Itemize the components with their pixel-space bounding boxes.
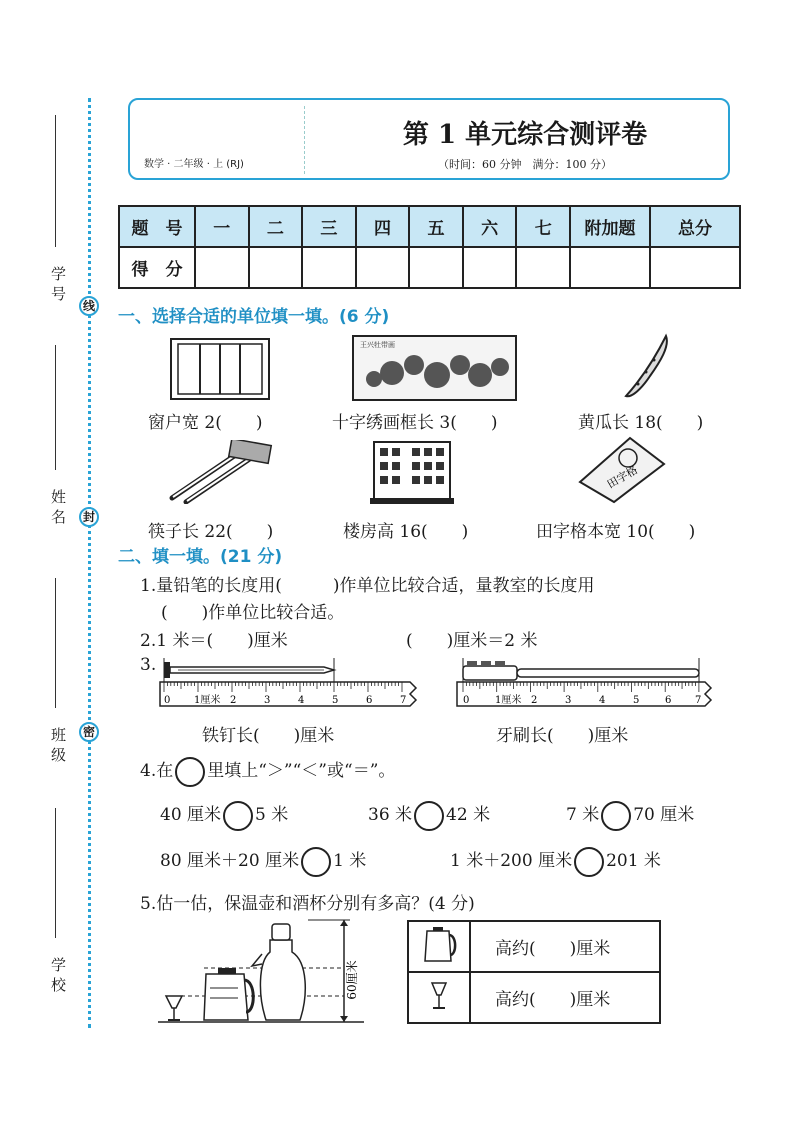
notebook-image <box>576 434 666 504</box>
ruler-label: 3 <box>264 695 271 706</box>
section1-heading: 一、选择合适的单位填一填。(6 分) <box>118 307 390 327</box>
ruler-label: 4 <box>298 695 305 706</box>
item-window: 窗户宽 2( ) <box>148 413 263 433</box>
q3-nail-answer: 铁钉长( )厘米 <box>202 726 335 746</box>
notebook-label: 田字格 <box>604 463 640 492</box>
field-school[interactable]: 学 校 <box>44 808 66 1004</box>
ruler-label: 0 <box>463 695 470 706</box>
q1-line1: 1.量铅笔的长度用( )作单位比较合适，量教室的长度用 <box>140 576 595 596</box>
binding-dotted-line <box>88 98 91 1028</box>
score-table-header-row <box>119 206 740 247</box>
score-header-cell: 五 <box>409 206 463 247</box>
nail-ruler-figure <box>158 656 420 714</box>
compare-circle-icon <box>175 757 205 787</box>
compare-left: 80 厘米＋20 厘米 <box>160 851 300 871</box>
toothbrush-ruler-figure <box>455 656 715 714</box>
ruler-label: 5 <box>633 695 640 706</box>
score-header-cell: 附加题 <box>570 206 650 247</box>
header-box <box>128 98 730 180</box>
ruler-label: 6 <box>665 695 672 706</box>
compare-right: 1 米 <box>333 851 367 871</box>
wine-glass-icon <box>408 972 470 1023</box>
building-image <box>368 436 456 506</box>
score-table <box>118 205 741 289</box>
ruler-label: 4 <box>599 695 606 706</box>
compare-left: 7 米 <box>566 805 600 825</box>
ruler-label: 1厘米 <box>495 695 522 706</box>
q3-number: 3. <box>140 655 157 675</box>
ruler-label: 7 <box>695 695 702 706</box>
compare-left: 1 米＋200 厘米 <box>450 851 573 871</box>
compare-item <box>566 800 694 831</box>
section2-heading: 二、填一填。(21 分) <box>118 547 283 567</box>
exam-meta: （时间：60 分钟 满分：100 分） <box>438 158 612 171</box>
chopsticks-image <box>168 440 274 504</box>
score-cell[interactable] <box>650 247 740 288</box>
page-title: 第 1 单元综合测评卷 <box>402 120 648 150</box>
item-chopsticks: 筷子长 22( ) <box>148 522 274 542</box>
score-cell[interactable] <box>302 247 356 288</box>
answer-circle[interactable] <box>301 847 331 877</box>
embroidery-image <box>352 335 517 401</box>
compare-item <box>368 800 490 831</box>
score-table-score-row <box>119 247 740 288</box>
score-header-cell: 总分 <box>650 206 740 247</box>
field-class[interactable]: 班 级 <box>44 578 66 774</box>
item-embroidery: 十字绣画框长 3( ) <box>332 413 498 433</box>
glass-estimate[interactable]: 高约( )厘米 <box>470 972 660 1023</box>
q2-left: 2.1 米＝( )厘米 <box>140 631 288 651</box>
subject-label: 数学 · 二年级 · 上 (RJ) <box>144 159 244 170</box>
kettle-estimate[interactable]: 高约( )厘米 <box>470 921 660 972</box>
q2-right: ( )厘米＝2 米 <box>406 631 538 651</box>
ruler-label: 7 <box>400 695 407 706</box>
compare-right: 70 厘米 <box>633 805 695 825</box>
score-cell[interactable] <box>409 247 463 288</box>
compare-right: 201 米 <box>606 851 661 871</box>
compare-item <box>160 846 366 877</box>
score-cell[interactable] <box>249 247 303 288</box>
q4-post: 里填上“＞”“＜”或“＝”。 <box>207 761 396 781</box>
field-name[interactable]: 姓 名 <box>44 345 66 536</box>
compare-item <box>160 800 288 831</box>
ruler-label: 0 <box>164 695 171 706</box>
header-divider <box>304 106 305 174</box>
item-building: 楼房高 16( ) <box>343 522 469 542</box>
kettle-figure <box>158 916 368 1026</box>
answer-circle[interactable] <box>414 801 444 831</box>
compare-left: 36 米 <box>368 805 413 825</box>
field-student-number[interactable]: 学 号 <box>44 115 66 313</box>
answer-circle[interactable] <box>223 801 253 831</box>
q5-question: 5.估一估，保温壶和酒杯分别有多高？(4 分) <box>140 894 475 914</box>
score-header-cell: 题 号 <box>119 206 195 247</box>
ruler-label: 2 <box>230 695 237 706</box>
binding-mark-feng: 封 <box>79 507 99 527</box>
q4-instruction <box>140 756 395 787</box>
item-cucumber: 黄瓜长 18( ) <box>578 413 704 433</box>
score-cell[interactable] <box>463 247 517 288</box>
measure-label: 60厘米 <box>345 960 359 1000</box>
compare-item <box>450 846 661 877</box>
score-header-cell: 七 <box>516 206 570 247</box>
compare-left: 40 厘米 <box>160 805 222 825</box>
embroidery-caption: 王兴牡带画 <box>360 341 395 349</box>
score-header-cell: 六 <box>463 206 517 247</box>
answer-circle[interactable] <box>601 801 631 831</box>
cucumber-image <box>618 332 676 402</box>
estimate-row-glass <box>408 972 660 1023</box>
binding-mark-mi: 密 <box>79 722 99 742</box>
score-header-cell: 二 <box>249 206 303 247</box>
window-image <box>170 338 270 400</box>
ruler-label: 3 <box>565 695 572 706</box>
estimate-table <box>407 920 661 1024</box>
wine-glass-icon-graphic <box>424 977 454 1013</box>
score-cell[interactable] <box>195 247 249 288</box>
score-header-cell: 三 <box>302 206 356 247</box>
ruler-label: 5 <box>332 695 339 706</box>
compare-right: 42 米 <box>446 805 491 825</box>
compare-right: 5 米 <box>255 805 289 825</box>
score-cell[interactable] <box>356 247 410 288</box>
score-row-label: 得 分 <box>119 247 195 288</box>
score-header-cell: 一 <box>195 206 249 247</box>
estimate-row-kettle <box>408 921 660 972</box>
answer-circle[interactable] <box>574 847 604 877</box>
item-notebook: 田字格本宽 10( ) <box>536 522 696 542</box>
q4-pre: 4.在 <box>140 761 174 781</box>
binding-mark-xian: 线 <box>79 296 99 316</box>
score-header-cell: 四 <box>356 206 410 247</box>
ruler-label: 6 <box>366 695 373 706</box>
score-cell[interactable] <box>516 247 570 288</box>
q3-brush-answer: 牙刷长( )厘米 <box>496 726 629 746</box>
ruler-label: 2 <box>531 695 538 706</box>
ruler-label: 1厘米 <box>194 695 221 706</box>
kettle-icon <box>408 921 470 972</box>
kettle-icon-graphic <box>417 923 461 965</box>
q1-line2: ( )作单位比较合适。 <box>161 603 345 623</box>
score-cell[interactable] <box>570 247 650 288</box>
